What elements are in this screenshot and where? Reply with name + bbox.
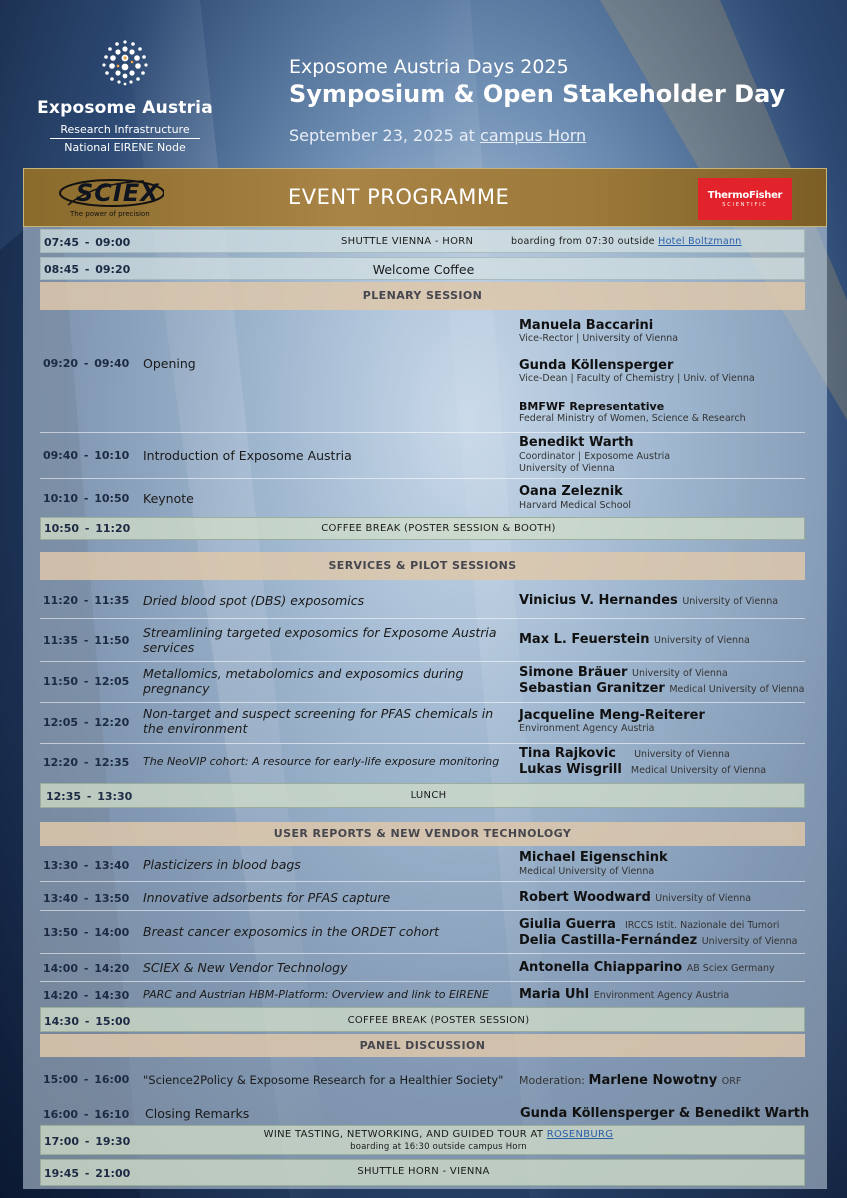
row-title: "Science2Policy & Exposome Research for a Healthier Society" (143, 1073, 504, 1087)
sciex-logo (54, 175, 164, 223)
speaker-name-text: Marlene Nowotny (588, 1073, 718, 1088)
speaker-name-text: Lukas Wisgrill (519, 762, 622, 777)
row-time: 16:00 - 16:10 (43, 1108, 130, 1121)
speaker-name-text: Robert Woodward (519, 890, 651, 905)
row-note-text: boarding from 07:30 outside (511, 236, 659, 247)
row-time: 12:20 - 12:35 (43, 756, 130, 769)
row-time: 15:00 - 16:00 (43, 1073, 130, 1086)
speaker-name: Manuela Baccarini (519, 318, 654, 333)
row-time: 13:50 - 14:00 (43, 926, 130, 939)
programme-banner (23, 168, 827, 227)
page-header (0, 0, 847, 165)
row-title: Introduction of Exposome Austria (143, 448, 352, 463)
dot-sphere-icon (100, 38, 150, 88)
sciex-tagline: The power of precision (70, 210, 150, 218)
speaker-name (519, 917, 779, 932)
row-subtext: boarding at 16:30 outside campus Horn (350, 1142, 527, 1152)
speaker-name-text: Tina Rajkovic (519, 746, 616, 761)
row-time: 17:00 - 19:30 (44, 1135, 131, 1148)
speaker-affiliation: University of Vienna (654, 635, 750, 646)
moderation-label: Moderation: (519, 1074, 589, 1087)
event-series-title: Exposome Austria Days 2025 (289, 56, 569, 78)
programme-row (40, 479, 805, 515)
coffee-break-row (40, 517, 805, 540)
row-time: 11:35 - 11:50 (43, 634, 130, 647)
speaker-affiliation: ORF (721, 1076, 742, 1087)
programme-row (40, 229, 805, 253)
speaker-affiliation: IRCCS Istit. Nazionale dei Tumori (625, 920, 780, 931)
speaker-name (519, 593, 778, 608)
speaker-name-text: Giulia Guerra (519, 917, 616, 932)
venue-link[interactable]: campus Horn (480, 126, 587, 145)
row-center-text: LUNCH (410, 790, 447, 801)
row-title: SCIEX & New Vendor Technology (143, 960, 348, 975)
speaker-affiliation: University of Vienna (634, 749, 730, 760)
programme-row (40, 744, 805, 780)
row-title: Opening (143, 356, 196, 371)
speaker-name (519, 746, 730, 761)
programme-row (40, 433, 805, 477)
thermo-sub: SCIENTIFIC (722, 202, 768, 208)
speaker-affiliation: Vice-Rector | University of Vienna (519, 333, 679, 344)
row-center-text: Welcome Coffee (372, 262, 475, 277)
programme-row (40, 662, 805, 702)
speaker-affiliation: Medical University of Vienna (630, 765, 767, 776)
programme-row (40, 312, 805, 432)
speaker-name (519, 665, 728, 680)
row-title: Streamlining targeted exposomics for Exposome Austria services (143, 625, 497, 655)
row-title: Metallomics, metabolomics and exposomics during pregnancy (143, 666, 464, 696)
speaker-affiliation: Coordinator | Exposome Austria (519, 451, 671, 462)
row-title: Innovative adsorbents for PFAS capture (143, 890, 391, 905)
row-title: PARC and Austrian HBM-Platform: Overview and link to EIRENE (143, 988, 489, 1001)
speaker-name: Benedikt Warth (519, 435, 634, 450)
programme-row (40, 703, 805, 743)
row-time: 11:50 - 12:05 (43, 675, 130, 688)
programme-row (40, 257, 805, 280)
speaker-name: Michael Eigenschink (519, 850, 668, 865)
row-center-text (41, 1129, 836, 1140)
speaker-affiliation: Environment Agency Austria (593, 990, 730, 1001)
speaker-name (519, 632, 750, 647)
programme-row (40, 882, 805, 910)
speaker-name-text: Max L. Feuerstein (519, 632, 650, 647)
row-title: Closing Remarks (145, 1106, 250, 1121)
speaker-affiliation: University of Vienna (701, 936, 798, 947)
row-time: 11:20 - 11:35 (43, 594, 130, 607)
row-time: 14:20 - 14:30 (43, 989, 130, 1002)
speaker-affiliation: University of Vienna (682, 596, 779, 607)
row-time: 10:50 - 11:20 (44, 522, 131, 535)
event-date (289, 126, 785, 145)
row-time: 10:10 - 10:50 (43, 492, 130, 505)
row-title: The NeoVIP cohort: A resource for early-life exposure monitoring (143, 755, 500, 768)
row-title: Breast cancer exposomics in the ORDET cohort (143, 924, 440, 939)
speaker-name: Gunda Köllensperger & Benedikt Warth (520, 1106, 810, 1121)
speaker-name (519, 762, 766, 777)
programme-row (40, 847, 805, 881)
row-time: 12:35 - 13:30 (46, 790, 133, 803)
programme-row (40, 911, 805, 953)
wine-tasting-row (40, 1125, 805, 1155)
speaker-name (519, 960, 775, 975)
row-time: 13:30 - 13:40 (43, 859, 130, 872)
speaker-name-text: Sebastian Granitzer (519, 681, 665, 696)
speaker-affiliation: Federal Ministry of Women, Science & Research (519, 413, 746, 424)
speaker-name: Jacqueline Meng-Reiterer (519, 708, 705, 723)
section-header: PANEL DISCUSSION (40, 1034, 805, 1057)
logo-name: Exposome Austria (37, 98, 213, 118)
speaker-name-text: Antonella Chiapparino (519, 960, 683, 975)
speaker-affiliation: Vice-Dean | Faculty of Chemistry | Univ. of Vienna (519, 373, 755, 384)
row-time: 09:20 - 09:40 (43, 357, 130, 370)
row-time: 14:30 - 15:00 (44, 1015, 131, 1028)
speaker-name-text: Maria Uhl (519, 987, 590, 1002)
row-time: 09:40 - 10:10 (43, 449, 130, 462)
speaker-affiliation: University of Vienna (519, 463, 615, 474)
row-time: 19:45 - 21:00 (44, 1167, 131, 1180)
row-center-text: SHUTTLE VIENNA - HORN (341, 236, 474, 247)
row-time: 13:40 - 13:50 (43, 892, 130, 905)
speaker-affiliation: Harvard Medical School (519, 500, 632, 511)
programme-row (40, 1102, 810, 1124)
coffee-break-row (40, 1007, 805, 1032)
row-time: 08:45 - 09:20 (44, 263, 131, 276)
programme-row (40, 619, 805, 661)
row-title: Plasticizers in blood bags (143, 857, 301, 872)
speaker-affiliation: AB Sciex Germany (686, 963, 775, 974)
speaker-affiliation: Medical University of Vienna (669, 684, 805, 695)
programme-row (40, 1060, 805, 1100)
speaker-name (519, 933, 797, 948)
sciex-wordmark: SCIEX (76, 179, 160, 207)
thermo-wordmark: ThermoFisher (707, 190, 783, 201)
hotel-boltzmann-link[interactable]: Hotel Boltzmann (658, 236, 742, 247)
row-center-text: COFFEE BREAK (POSTER SESSION) (347, 1015, 530, 1026)
speaker-affiliation: Environment Agency Austria (519, 723, 655, 734)
section-header: USER REPORTS & NEW VENDOR TECHNOLOGY (40, 822, 805, 846)
event-title-block (289, 56, 785, 145)
event-date-text: September 23, 2025 at (289, 126, 481, 145)
speaker-affiliation: University of Vienna (655, 893, 752, 904)
section-header: PLENARY SESSION (40, 282, 805, 310)
row-time: 14:00 - 14:20 (43, 962, 130, 975)
row-title: Dried blood spot (DBS) exposomics (143, 593, 365, 608)
speaker-name (519, 1073, 741, 1088)
speaker-name-text: Vinicius V. Hernandes (519, 593, 678, 608)
rosenburg-link[interactable]: ROSENBURG (546, 1129, 614, 1140)
speaker-name (519, 890, 751, 905)
programme-row (40, 954, 805, 981)
exposome-austria-logo (30, 38, 220, 154)
speaker-name: Oana Zeleznik (519, 484, 623, 499)
speaker-name: BMFWF Representative (519, 400, 665, 413)
speaker-name: Gunda Köllensperger (519, 358, 674, 373)
row-time: 12:05 - 12:20 (43, 716, 130, 729)
logo-subtitle-2: National EIRENE Node (64, 141, 186, 154)
speaker-name-text: Simone Bräuer (519, 665, 628, 680)
logo-subtitle-1: Research Infrastructure (50, 123, 200, 139)
row-note (511, 236, 742, 247)
row-center-text: SHUTTLE HORN - VIENNA (357, 1166, 490, 1177)
wine-text: WINE TASTING, NETWORKING, AND GUIDED TOUR AT (263, 1129, 547, 1140)
speaker-affiliation: University of Vienna (632, 668, 728, 679)
event-title: Symposium & Open Stakeholder Day (289, 80, 786, 108)
lunch-row (40, 783, 805, 808)
programme-row (40, 582, 805, 618)
shuttle-return-row (40, 1159, 805, 1186)
programme-title: EVENT PROGRAMME (288, 185, 510, 209)
speaker-name (519, 681, 805, 696)
speaker-name-text: Delia Castilla-Fernández (519, 933, 698, 948)
row-time: 07:45 - 09:00 (44, 236, 131, 249)
row-title: Keynote (143, 491, 194, 506)
row-title: Non-target and suspect screening for PFAS chemicals in the environment (143, 706, 494, 736)
speaker-name (519, 987, 729, 1002)
section-header: SERVICES & PILOT SESSIONS (40, 552, 805, 580)
programme-row (40, 982, 805, 1006)
speaker-affiliation: Medical University of Vienna (519, 866, 655, 877)
row-center-text: COFFEE BREAK (POSTER SESSION & BOOTH) (321, 523, 556, 534)
thermo-fisher-logo (698, 178, 792, 220)
